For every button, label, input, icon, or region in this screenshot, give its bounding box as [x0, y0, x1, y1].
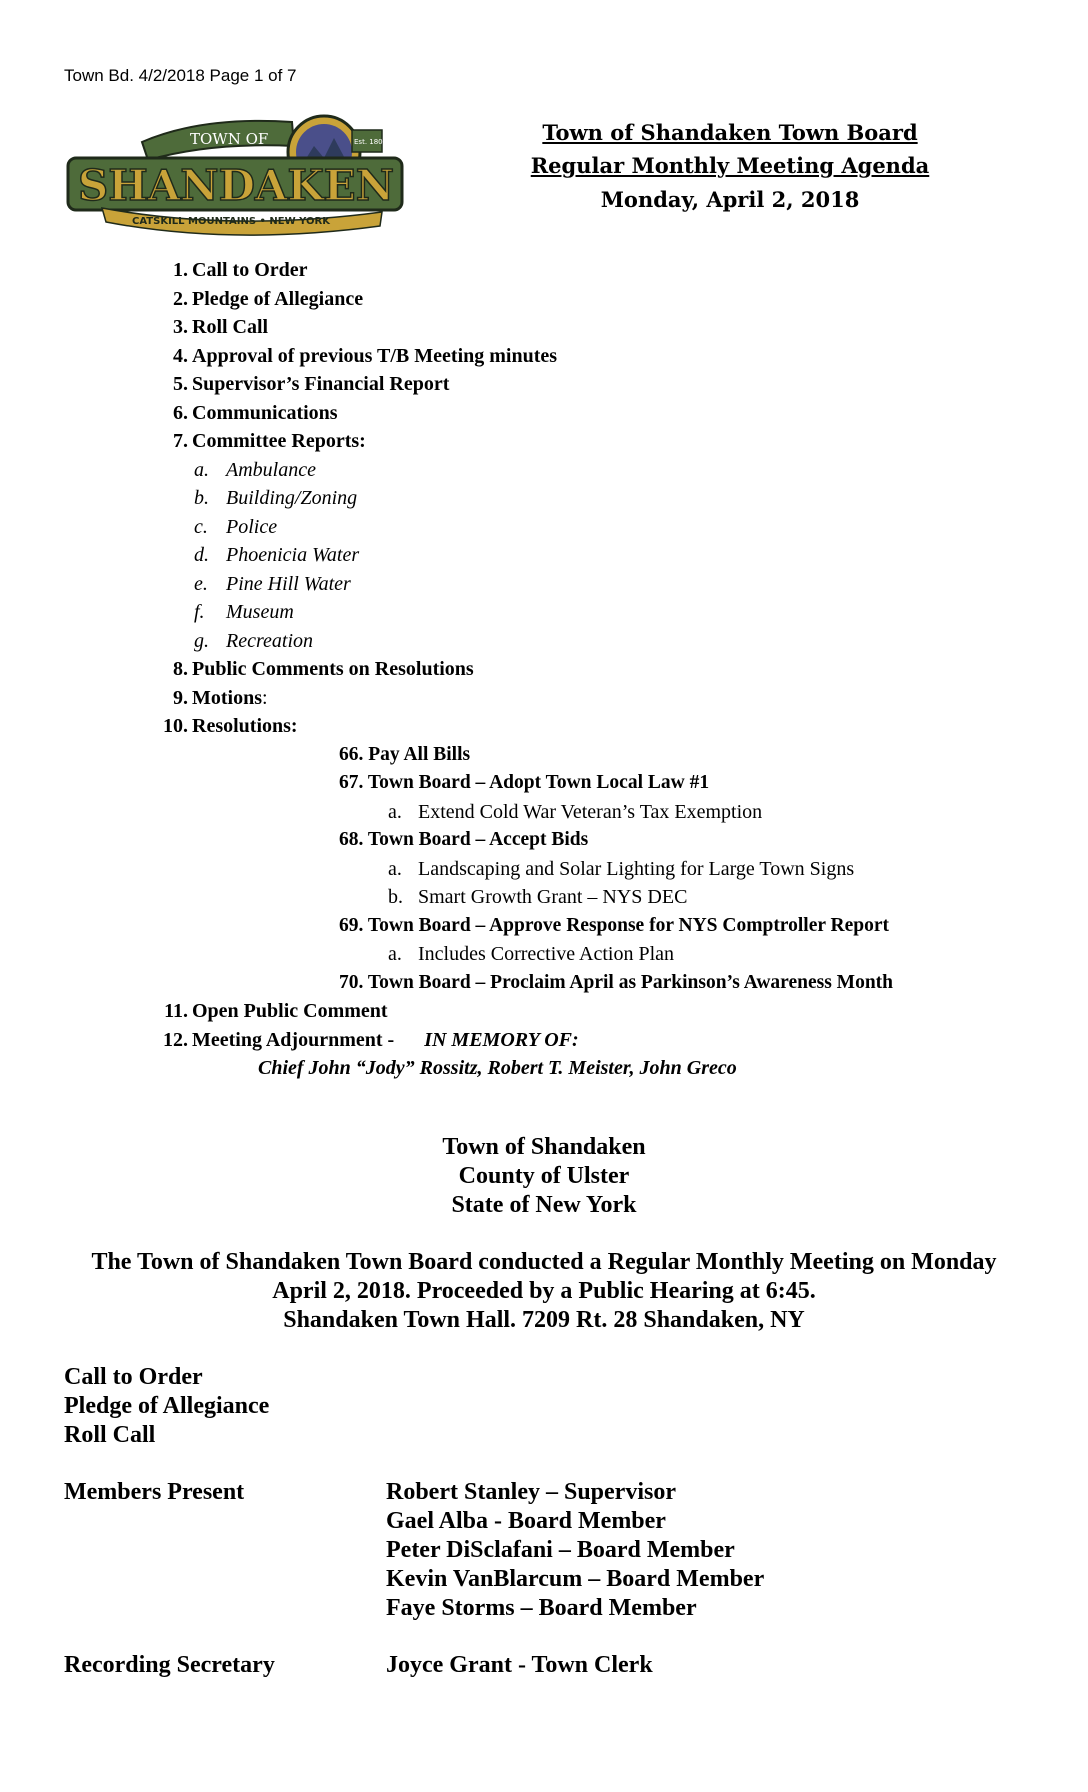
- agenda-item: 4. Approval of previous T/B Meeting minutes: [173, 345, 558, 367]
- logo-banner-text: TOWN OF: [190, 130, 269, 148]
- meeting-intro: Shandaken Town Hall. 7209 Rt. 28 Shandaken, NY: [283, 1307, 805, 1333]
- member-name: Kevin VanBlarcum – Board Member: [386, 1566, 765, 1592]
- committee-item: f. Museum: [194, 601, 294, 623]
- shandaken-logo: [62, 112, 412, 238]
- agenda-item: 7. Committee Reports:: [173, 430, 366, 452]
- agenda-item: 6. Communications: [173, 402, 338, 424]
- resolution-68: 68. Town Board – Accept Bids: [339, 829, 589, 850]
- opening-item: Pledge of Allegiance: [64, 1393, 270, 1419]
- agenda-item: 1. Call to Order: [173, 259, 308, 281]
- title-line-2: Regular Monthly Meeting Agenda: [530, 153, 930, 178]
- resolution-69: 69. Town Board – Approve Response for NYS Comptroller Report: [339, 915, 890, 936]
- committee-item: a. Ambulance: [194, 459, 316, 481]
- agenda-item: 2. Pledge of Allegiance: [173, 288, 364, 310]
- agenda-item: 10. Resolutions:: [163, 715, 298, 737]
- recording-secretary-name: Joyce Grant - Town Clerk: [386, 1652, 653, 1678]
- resolution-67: 67. Town Board – Adopt Town Local Law #1: [339, 772, 710, 793]
- location-line: County of Ulster: [458, 1163, 630, 1189]
- location-line: Town of Shandaken: [442, 1134, 646, 1160]
- opening-item: Roll Call: [64, 1422, 156, 1448]
- resolution-66: 66. Pay All Bills: [339, 744, 471, 765]
- member-name: Gael Alba - Board Member: [386, 1508, 666, 1534]
- committee-item: b. Building/Zoning: [194, 487, 358, 509]
- agenda-item: 11. Open Public Comment: [164, 1000, 388, 1022]
- location-line: State of New York: [451, 1192, 637, 1218]
- agenda-item: 9. Motions:: [173, 687, 268, 709]
- committee-item: e. Pine Hill Water: [194, 573, 351, 595]
- opening-item: Call to Order: [64, 1364, 203, 1390]
- title-line-3: Monday, April 2, 2018: [600, 187, 860, 212]
- agenda-item: 3. Roll Call: [173, 316, 269, 338]
- agenda-item: 12. Meeting Adjournment - IN MEMORY OF:: [163, 1029, 579, 1051]
- logo-main-text: SHANDAKEN: [78, 161, 394, 210]
- committee-item: c. Police: [194, 516, 278, 538]
- agenda-item: 8. Public Comments on Resolutions: [173, 658, 474, 680]
- page-header: Town Bd. 4/2/2018 Page 1 of 7: [64, 66, 297, 85]
- meeting-intro: The Town of Shandaken Town Board conducted a Regular Monthly Meeting on Monday: [91, 1249, 997, 1275]
- logo-graphic: [62, 112, 412, 238]
- agenda-item: 5. Supervisor’s Financial Report: [173, 373, 450, 395]
- resolution-sub-item: b. Smart Growth Grant – NYS DEC: [388, 886, 688, 908]
- resolution-70: 70. Town Board – Proclaim April as Parkinson’s Awareness Month: [339, 972, 894, 993]
- members-present-label: Members Present: [64, 1479, 245, 1505]
- member-name: Robert Stanley – Supervisor: [386, 1479, 676, 1505]
- committee-item: d. Phoenicia Water: [194, 544, 360, 566]
- title-line-1: Town of Shandaken Town Board: [542, 120, 918, 145]
- memorial-names: Chief John “Jody” Rossitz, Robert T. Meister, John Greco: [258, 1057, 737, 1079]
- member-name: Faye Storms – Board Member: [386, 1595, 697, 1621]
- logo-badge-text: Est. 1804: [354, 138, 388, 146]
- member-name: Peter DiSclafani – Board Member: [386, 1537, 735, 1563]
- meeting-intro: April 2, 2018. Proceeded by a Public Hearing at 6:45.: [272, 1278, 816, 1304]
- resolution-sub-item: a. Landscaping and Solar Lighting for Large Town Signs: [388, 858, 855, 880]
- recording-secretary-label: Recording Secretary: [64, 1652, 275, 1678]
- resolution-sub-item: a. Includes Corrective Action Plan: [388, 943, 675, 965]
- resolution-sub-item: a. Extend Cold War Veteran’s Tax Exemption: [388, 801, 763, 823]
- committee-item: g. Recreation: [194, 630, 314, 652]
- logo-tagline: CATSKILL MOUNTAINS • NEW YORK: [132, 216, 330, 227]
